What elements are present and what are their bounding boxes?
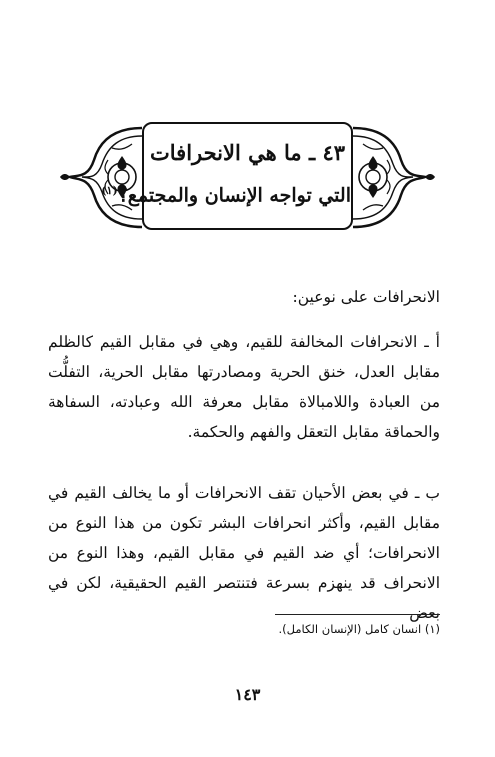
footnote-reference: (١): [101, 184, 118, 197]
chapter-header: [60, 120, 435, 235]
footnote-divider: [275, 614, 440, 615]
right-ornament-icon: [353, 120, 435, 235]
chapter-title-line1: ٤٣ ـ ما هي الانحرافات: [149, 140, 346, 165]
chapter-title-line2: [101, 184, 351, 207]
chapter-title-box: [101, 122, 353, 230]
page-number: ١٤٣: [234, 685, 261, 704]
intro-paragraph: الانحرافات على نوعين:: [292, 288, 440, 306]
footnote-text: (١) انسان كامل (الإنسان الكامل).: [278, 622, 440, 636]
left-ornament-icon: [60, 120, 142, 235]
paragraph-a: أ ـ الانحرافات المخالفة للقيم، وهي في مقابل القيم كالظلم مقابل العدل، خنق الحرية ومصادرتها مقابل الحرية، التفلُّت من العبادة واللامبالاة مقابل معرفة الله وعبادته، السفاهة والحماقة مقابل التعقل والفهم والحكمة.: [48, 333, 440, 441]
paragraph-b: ب ـ في بعض الأحيان تقف الانحرافات أو ما يخالف القيم في مقابل القيم، وأكثر انحرافات البشر تكون من هذا النوع من الانحرافات؛ أي ضد القيم في مقابل القيم، وهذا النوع من الانحراف قد ينهزم بسرعة فتنتصر القيم الحقيقية، لكن في بعض: [48, 484, 440, 622]
chapter-title-line2-text: التي تواجه الإنسان والمجتمع؟: [117, 184, 351, 207]
